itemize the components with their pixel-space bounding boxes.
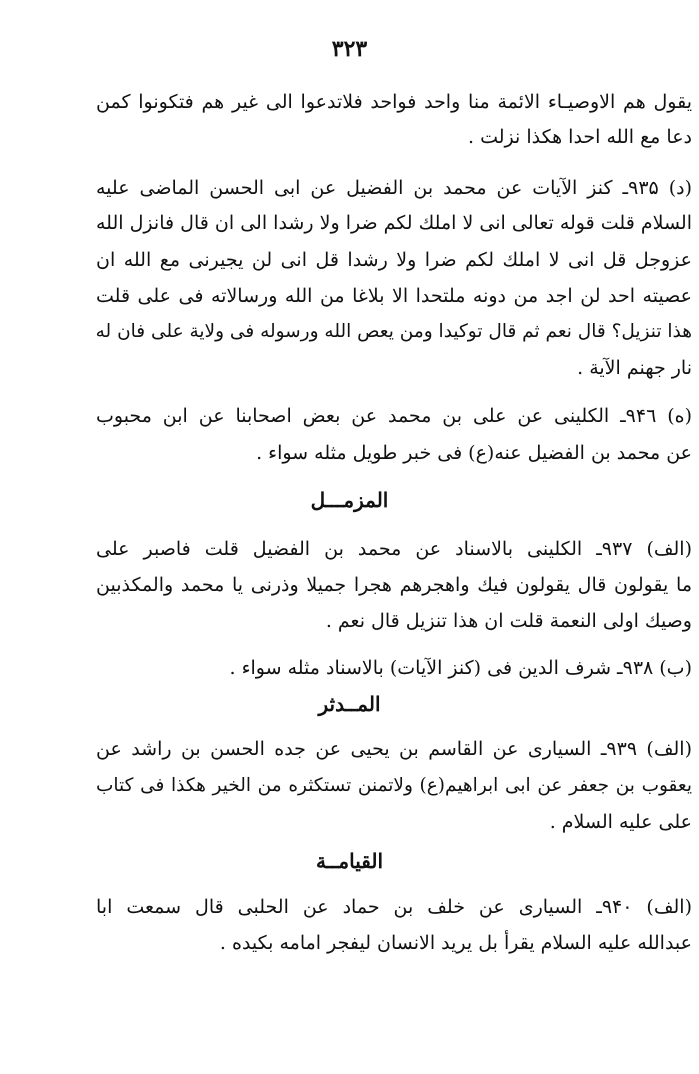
text-line: نار جهنم الآية . bbox=[577, 357, 692, 379]
text-line: عصيته احد لن اجد من دونه ملتحدا الا بلاغا من الله ورسالاته فى على قلت bbox=[96, 285, 692, 307]
section-heading: المــدثر bbox=[318, 692, 381, 716]
section-heading: القيامــة bbox=[315, 849, 384, 873]
text-line: دعا مع الله احدا هكذا نزلت . bbox=[468, 126, 692, 148]
text-line: (الف) ۹۴۰ـ السيارى عن خلف بن حماد عن الحلبى قال سمعت ابا bbox=[96, 896, 692, 918]
text-line: السلام قلت قوله تعالى انى لا املك لكم ضرا ولا رشدا الى ان قال فانزل الله bbox=[96, 212, 692, 234]
text-line: عبدالله عليه السلام يقرأ بل يريد الانسان ليفجر امامه بكيده . bbox=[219, 932, 692, 954]
text-line: عزوجل قل انى لا املك لكم ضرا ولا رشدا قل انى لن يجيرنى مع الله ان bbox=[96, 249, 692, 271]
page-number: ۳۲۳ bbox=[331, 36, 368, 62]
text-line: (د) ۹۳۵ـ كنز الآيات عن محمد بن الفضيل عن ابى الحسن الماضى عليه bbox=[96, 177, 692, 199]
text-line: (ب) ۹۳۸ـ شرف الدين فى (كنز الآيات) بالاسناد مثله سواء . bbox=[229, 657, 692, 679]
text-line: ما يقولون قال يقولون فيك واهجرهم هجرا جميلا وذرنى يا محمد والمكذبين bbox=[96, 574, 692, 596]
section-heading: المزمـــل bbox=[310, 488, 389, 512]
text-line: (الف) ۹۳۹ـ السيارى عن القاسم بن يحيى عن جده الحسن بن راشد عن bbox=[96, 738, 692, 760]
text-line: على عليه السلام . bbox=[549, 811, 692, 833]
text-line: (ه) ۹۴٦ـ الكلينى عن على بن محمد عن بعض اصحابنا عن ابن محبوب bbox=[96, 405, 692, 427]
text-line: عن محمد بن الفضيل عنه(ع) فى خبر طويل مثله سواء . bbox=[256, 442, 692, 464]
text-line: هذا تنزيل؟ قال نعم ثم قال توكيدا ومن يعص الله ورسوله فى ولاية على فان له bbox=[96, 321, 692, 342]
text-line: وصيك اولى النعمة قلت ان هذا تنزيل قال نعم . bbox=[325, 610, 692, 632]
text-line: يعقوب بن جعفر عن ابى ابراهيم(ع) ولاتمنن تستكثره من الخير هكذا فى كتاب bbox=[96, 775, 692, 796]
text-line: (الف) ۹۳۷ـ الكلينى بالاسناد عن محمد بن الفضيل قلت فاصبر على bbox=[96, 538, 692, 560]
text-line: يقول هم الاوصيـاء الائمة منا واحد فواحد فلاتدعوا الى غير هم فتكونوا كمن bbox=[96, 91, 692, 113]
